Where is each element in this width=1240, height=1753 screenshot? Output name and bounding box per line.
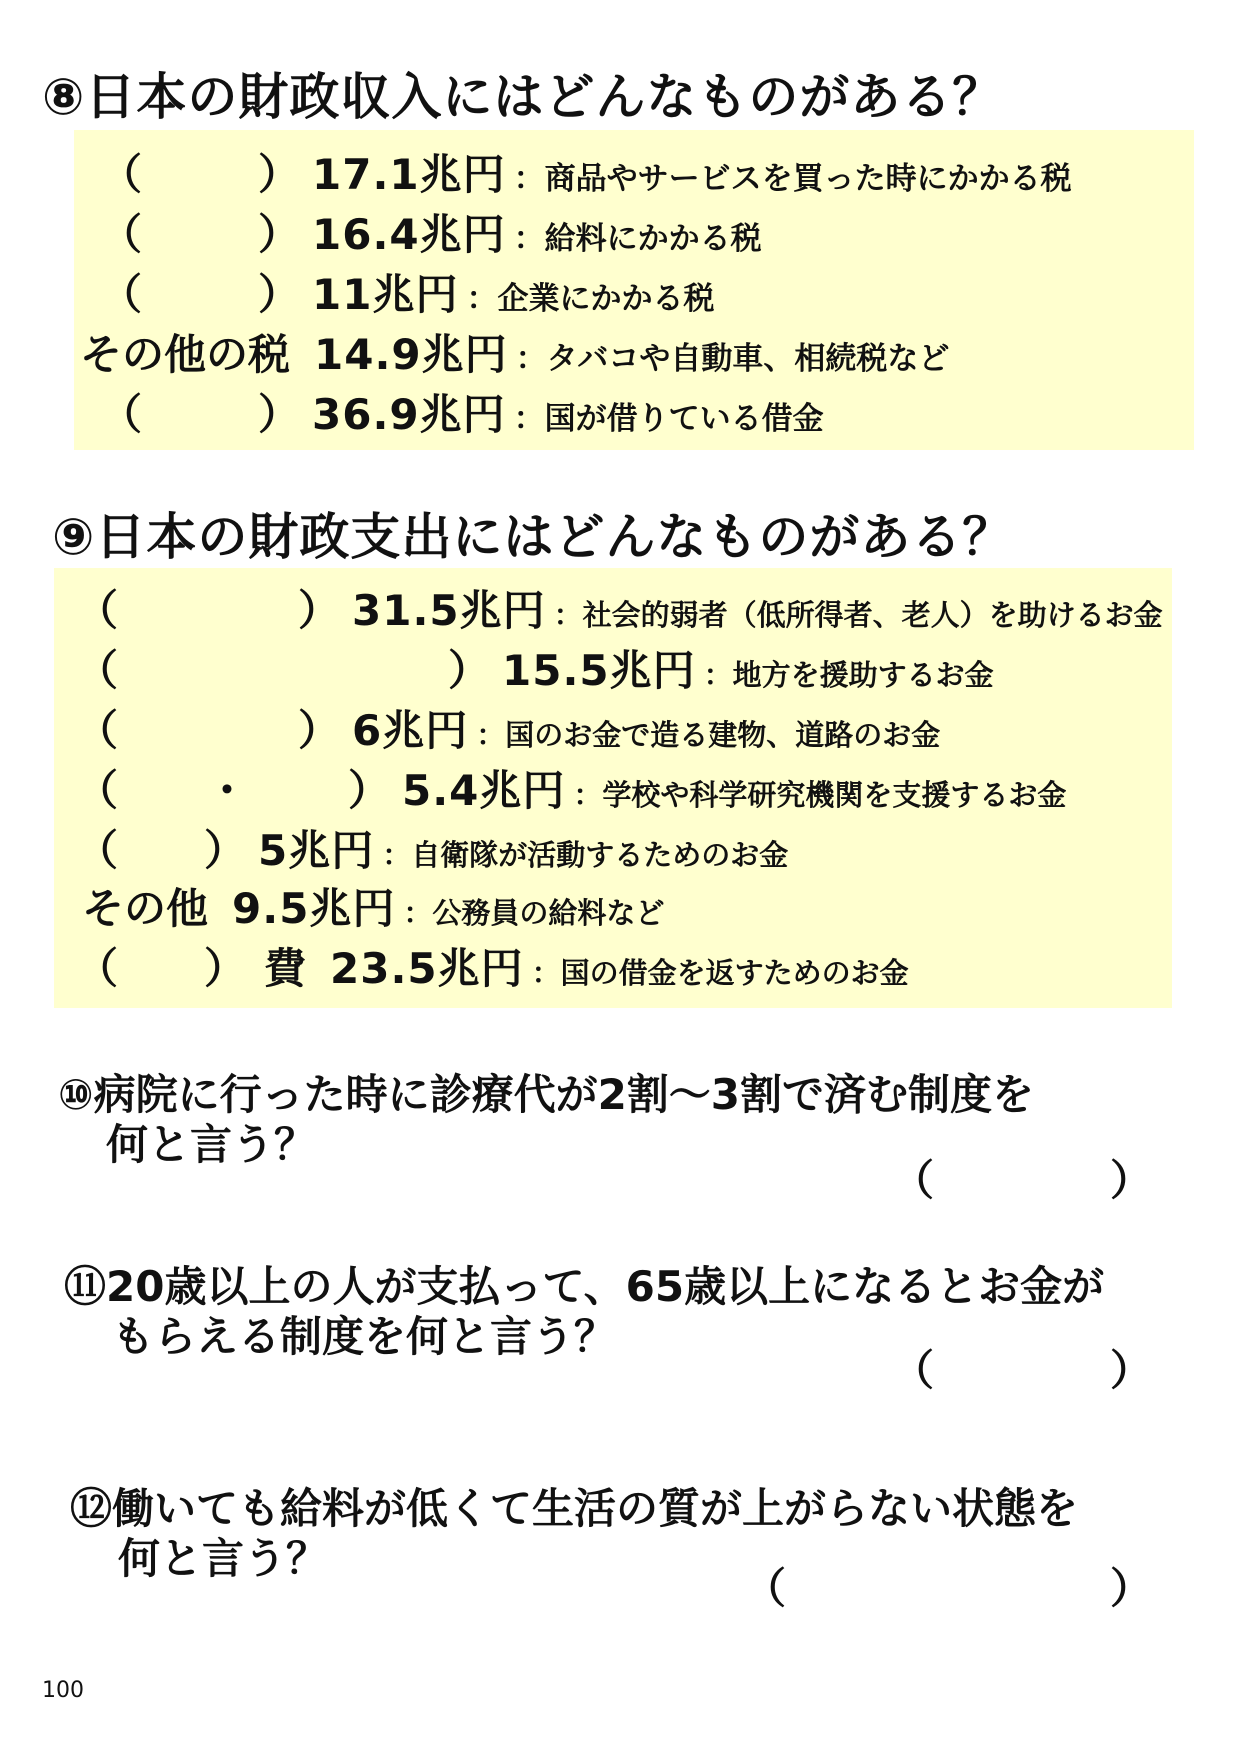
answer-blank[interactable]: （ ） [100,390,300,439]
revenue-label: その他の税 [80,330,291,379]
answer-blank-11[interactable]: （ ） [892,1346,1152,1395]
question-text: 20歳以上の人が支払って、65歳以上になるとお金が [106,1262,1105,1311]
question-text: 何と言う？ [106,1120,317,1169]
page-number: 100 [42,1678,84,1703]
revenue-amount: 16.4兆円 [312,210,506,259]
expenditure-row [76,826,789,875]
revenue-row [80,330,950,379]
expenditure-amount: 5.4兆円 [402,766,566,815]
revenue-row [100,210,762,259]
expenditure-box [54,568,1172,1008]
question-text: 病院に行った時に診療代が2割～3割で済む制度を [93,1070,1035,1119]
revenue-row [100,150,1072,199]
expenditure-row [82,884,665,933]
revenue-row [100,390,824,439]
question-text: 働いても給料が低くて生活の質が上がらない状態を [112,1484,1079,1533]
expenditure-desc: ：国の借金を返すためのお金 [531,956,909,990]
answer-blank[interactable]: （ ） [100,270,300,319]
revenue-amount: 36.9兆円 [312,390,506,439]
question-number: ⑫ [70,1484,113,1533]
answer-blank[interactable]: （ ） [76,826,246,875]
expenditure-desc: ：自衛隊が活動するためのお金 [382,838,789,872]
question-number: ⑪ [64,1262,107,1311]
question-text: もらえる制度を何と言う？ [112,1312,617,1361]
answer-blank[interactable]: （ ） [100,210,300,259]
expenditure-amount: 6兆円 [352,706,469,755]
expenditure-amount: 15.5兆円 [502,646,696,695]
answer-blank[interactable]: （ ） [76,586,340,635]
answer-blank[interactable]: （ ） [76,706,340,755]
answer-blank-12[interactable]: （ ） [744,1564,1152,1613]
expenditure-row [76,646,994,695]
revenue-box [74,130,1194,450]
revenue-amount: 14.9兆円 [314,330,508,379]
expenditure-desc: ：学校や科学研究機関を支援するお金 [573,778,1067,812]
expenditure-label: その他 [82,884,209,933]
revenue-amount: 11兆円 [312,270,459,319]
question-10 [58,1070,1034,1170]
expenditure-suffix: 費 [264,944,307,993]
question-text: 何と言う？ [118,1534,329,1583]
expenditure-amount: 31.5兆円 [352,586,546,635]
expenditure-row [76,944,909,993]
expenditure-desc: ：国のお金で造る建物、道路のお金 [476,718,941,752]
revenue-desc: ：給料にかかる税 [513,221,762,257]
answer-blank[interactable]: （ ） [76,646,490,695]
expenditure-amount: 9.5兆円 [232,884,396,933]
revenue-desc: ：国が借りている借金 [513,401,824,437]
revenue-title: ⑧日本の財政収入にはどんなものがある？ [42,68,1004,126]
expenditure-title: ⑨日本の財政支出にはどんなものがある？ [52,508,1014,566]
answer-blank[interactable]: （ ） [100,150,300,199]
expenditure-desc: ：社会的弱者（低所得者、老人）を助けるお金 [553,598,1163,632]
expenditure-row [76,586,1163,635]
expenditure-row [76,706,941,755]
revenue-desc: ：タバコや自動車、相続税など [515,341,950,377]
expenditure-desc: ：公務員の給料など [403,896,665,930]
revenue-amount: 17.1兆円 [312,150,506,199]
revenue-row [100,270,715,319]
expenditure-amount: 5兆円 [258,826,375,875]
expenditure-amount: 23.5兆円 [330,944,524,993]
answer-blank[interactable]: （ ） [76,944,246,993]
revenue-desc: ：商品やサービスを買った時にかかる税 [513,161,1072,197]
answer-blank[interactable]: （ ・ ） [76,766,390,815]
expenditure-row [76,766,1067,815]
question-number: ⑩ [58,1070,94,1119]
revenue-desc: ：企業にかかる税 [466,281,715,317]
answer-blank-10[interactable]: （ ） [892,1156,1152,1205]
expenditure-desc: ：地方を援助するお金 [703,658,994,692]
